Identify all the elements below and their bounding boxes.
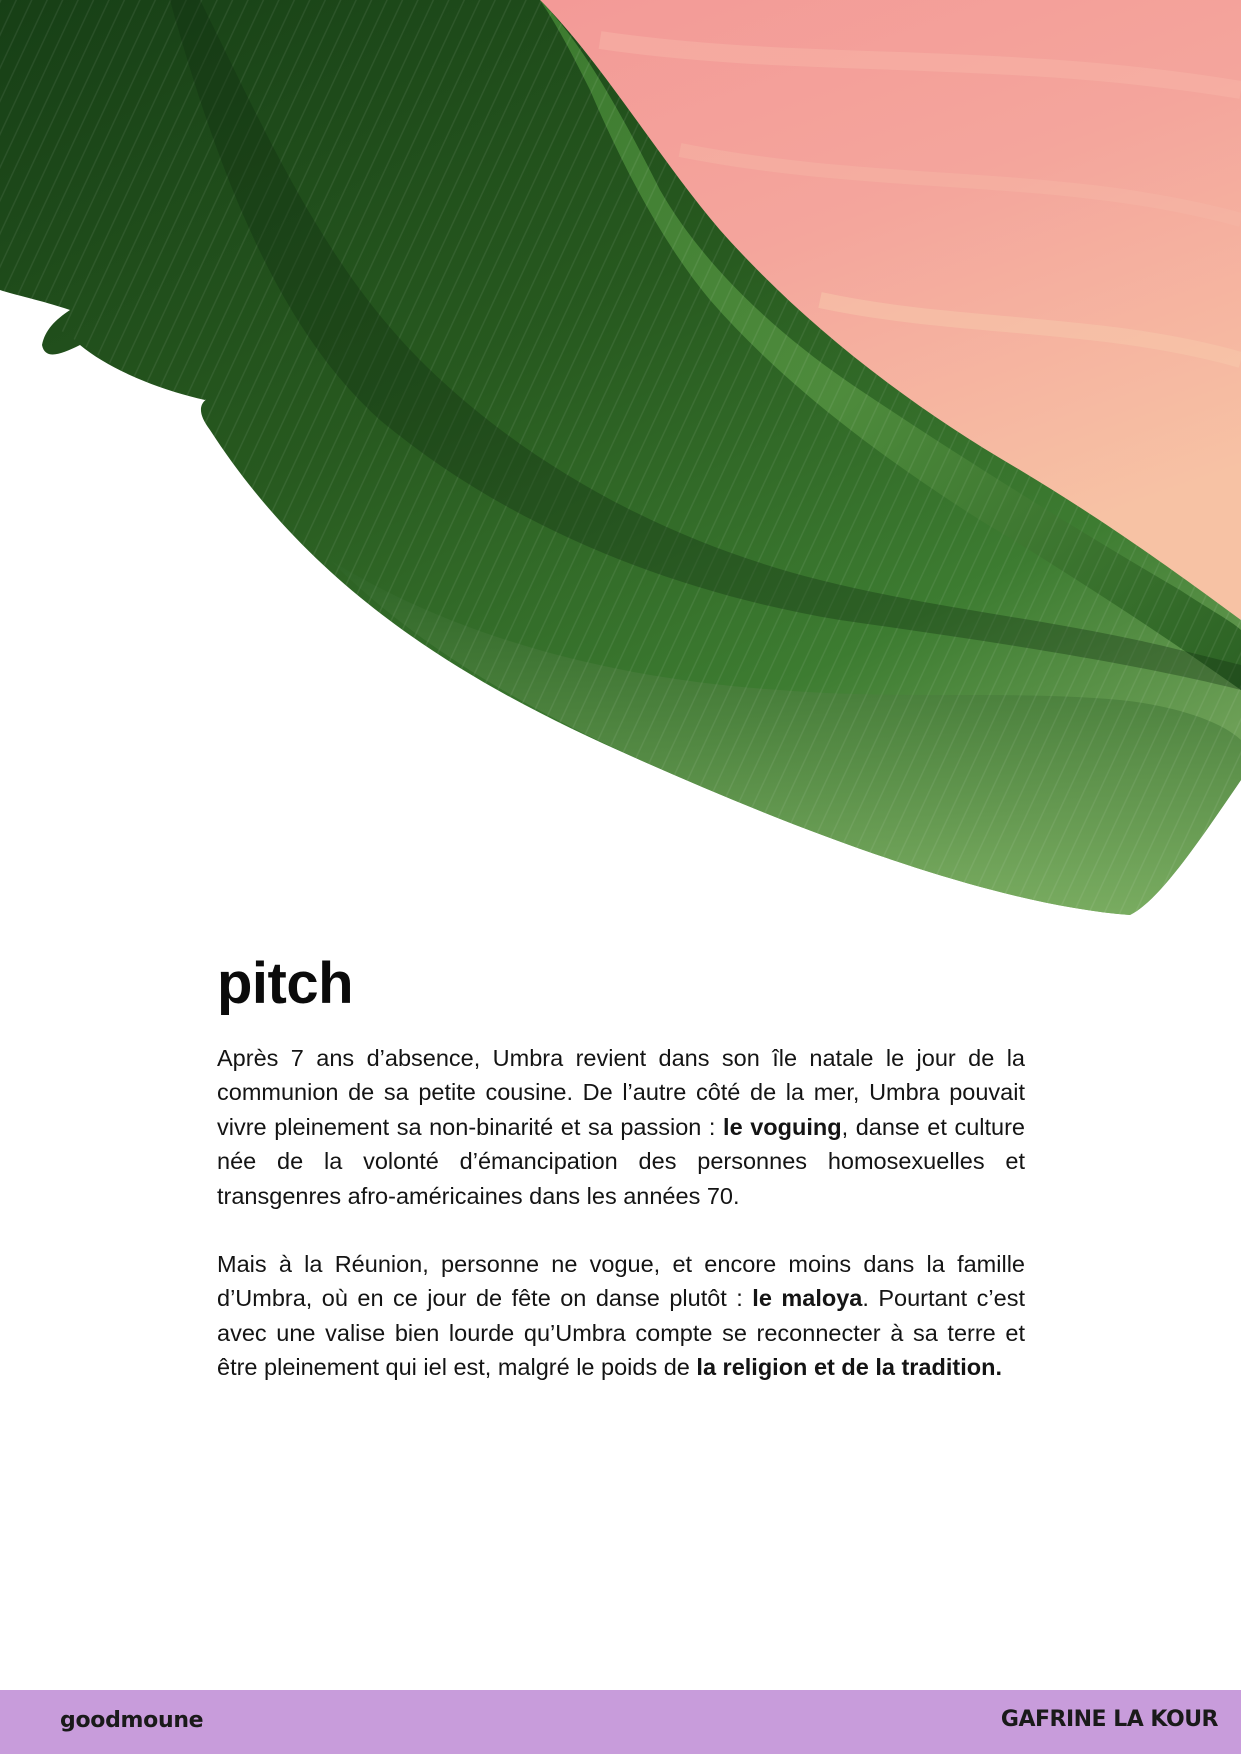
producer-logo-text: goodmoune: [60, 1708, 204, 1733]
paragraph-text: Mais à la Réunion, personne ne vogue, et encore moins dans la famille d’Umbra, où en ce jour de fête on danse plutôt :: [217, 1251, 1025, 1312]
pitch-section: [217, 951, 1026, 1419]
paragraph-text: . Pourtant c’est avec une valise bien lourde qu’Umbra compte se reconnecter à sa terre et être pleinement qui iel est, malgré le poids de: [217, 1285, 1025, 1381]
emphasis-voguing: le voguing: [723, 1113, 842, 1140]
paragraph-text: Après 7 ans d’absence, Umbra revient dans son île natale le jour de la communion de sa petite cousine. De l’autre côté de la mer, Umbra pouvait vivre pleinement sa non-binarité et sa passion :: [217, 1045, 1025, 1140]
paragraph-text: , danse et culture née de la volonté d’émancipation des personnes homosexuelles et transgenres afro-américaines dans les années 70.: [217, 1113, 1026, 1209]
emphasis-religion-tradition: la religion et de la tradition.: [696, 1354, 1002, 1381]
emphasis-maloya: le maloya: [752, 1285, 863, 1312]
film-title: GAFRINE LA KOUR: [1000, 1707, 1218, 1732]
pitch-paragraph-2: [217, 1247, 1025, 1385]
footer-bar: [0, 1690, 1241, 1754]
section-title: pitch: [217, 951, 354, 1016]
pitch-paragraph-1: [217, 1041, 1025, 1213]
